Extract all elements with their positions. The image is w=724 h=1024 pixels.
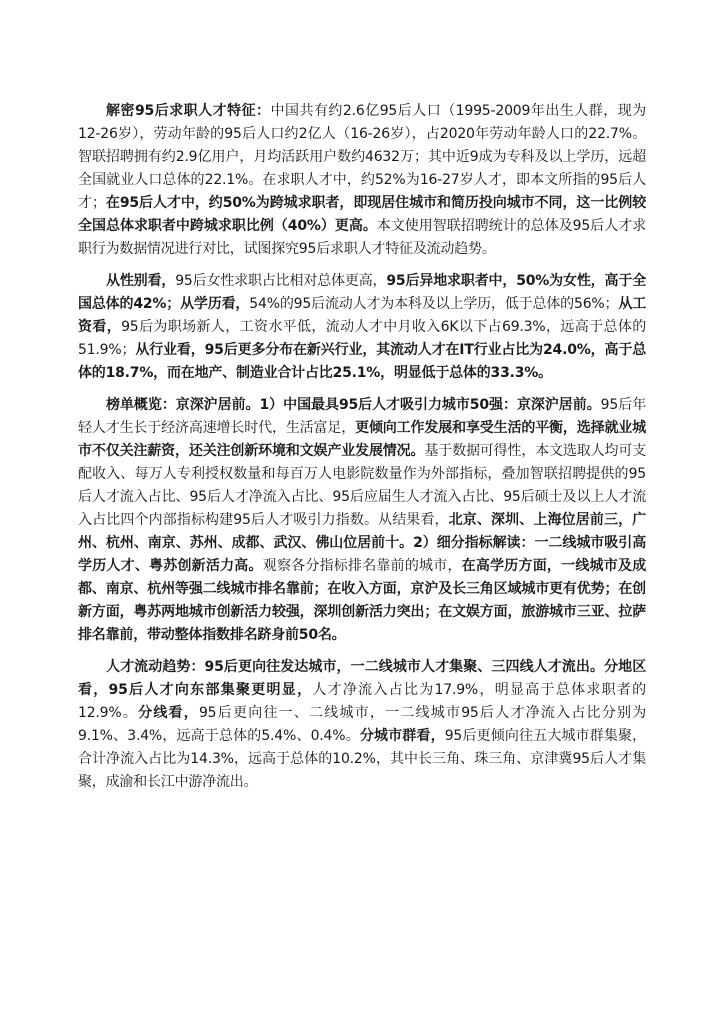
paragraph-flow-trends	[78, 656, 646, 794]
text: 95后更倾向往五大城市群集聚，合计净流入占比为14.3%，远高于总体的10.2%，其中长三角、珠三角、京津冀95后人才集聚，成渝和长江中游净流出。	[78, 728, 646, 790]
text: 基于数据可得性，本文选取人均可支配收入、每万人专利授权数量和每百万人电影院数量作为外部指标，叠加智联招聘提供的95后人才流入占比、95后人才净流入占比、95后应届生人才流入占比、95后硕士及以上人才流入占比四个内部指标构建95后人才吸引力指数。从结果看，	[78, 443, 646, 528]
text-bold: 从行业看，95后更多分布在新兴行业，其流动人才在IT行业占比为24.0%，高于总体的18.7%，而在地产、制造业合计占比25.1%，明显低于总体的33.3%。	[78, 342, 646, 381]
text: 95后年轻人才生长于经济高速增长时代，生活富足，	[78, 397, 646, 436]
text-bold: 分线看，	[138, 705, 199, 721]
text-bold: 从工资看，	[78, 296, 646, 335]
document-page	[78, 100, 646, 803]
text: 观察各分指标排名靠前的城市，	[262, 558, 462, 574]
paragraph-demographics	[78, 270, 646, 385]
text: 中国共有约2.6亿95后人口（1995-2009年出生人群，现为12-26岁），劳动年龄的95后人口约2亿人（16-26岁），占2020年劳动年龄人口的22.7%。智联招聘拥有约2.9亿用户，月均活跃用户数约4632万；其中近9成为专科及以上学历，远超全国就业人口总体的22.1%。在求职人才中，约52%为16-27岁人才，即本文所指的95后人才；	[78, 103, 646, 211]
text: 95后为职场新人，工资水平低，流动人才中月收入6K以下占69.3%，远高于总体的51.9%；	[78, 319, 646, 358]
text-bold: 在高学历方面，一线城市及成都、南京、杭州等强二线城市排名靠前；在收入方面，京沪及长三角区域城市更有优势；在创新方面，粤苏两地城市创新活力较强，深圳创新活力突出；在文娱方面，旅游城市三亚、拉萨排名靠前，带动整体指数排名跻身前50名。	[78, 558, 646, 643]
text-bold: 更倾向工作发展和享受生活的平衡，选择就业城市不仅关注薪资，还关注创新环境和文娱产业发展情况。	[78, 420, 646, 459]
text-bold: 95后异地求职者中，50%为女性，高于全国总体的42%；从学历看，	[78, 273, 646, 312]
text: 人才净流入占比为17.9%，明显高于总体求职者的12.9%。	[78, 682, 646, 721]
text-bold: 分城市群看，	[359, 728, 445, 744]
text-bold: 人才流动趋势：95后更向往发达城市，一二线城市人才集聚、三四线人才流出。分地区看，95后人才向东部集聚更明显，	[78, 659, 646, 698]
text: 54%的95后流动人才为本科及以上学历，低于总体的56%；	[249, 296, 619, 312]
text-bold: 从性别看，	[106, 273, 176, 289]
text-bold: 解密95后求职人才特征：	[106, 103, 271, 119]
text: 95后女性求职占比相对总体更高，	[175, 273, 387, 289]
text: 本文使用智联招聘统计的总体及95后人才求职行为数据情况进行对比，试图探究95后求职人才特征及流动趋势。	[78, 218, 646, 257]
text-bold: 北京、深圳、上海位居前三，广州、杭州、南京、苏州、成都、武汉、佛山位居前十。2）细分指标解读：一二线城市吸引高学历人才、粤苏创新活力高。	[78, 512, 646, 574]
text: 95后更向往一、二线城市，一二线城市95后人才净流入占比分别为9.1%、3.4%，远高于总体的5.4%、0.4%。	[78, 705, 646, 744]
paragraph-talent-features	[78, 100, 646, 261]
text-bold: 榜单概览：京深沪居前。1）中国最具95后人才吸引力城市50强：京深沪居前。	[106, 397, 601, 413]
paragraph-ranking-overview	[78, 394, 646, 647]
text-bold: 在95后人才中，约50%为跨城求职者，即现居住城市和简历投向城市不同，这一比例较全国总体求职者中跨城求职比例（40%）更高。	[78, 195, 646, 234]
